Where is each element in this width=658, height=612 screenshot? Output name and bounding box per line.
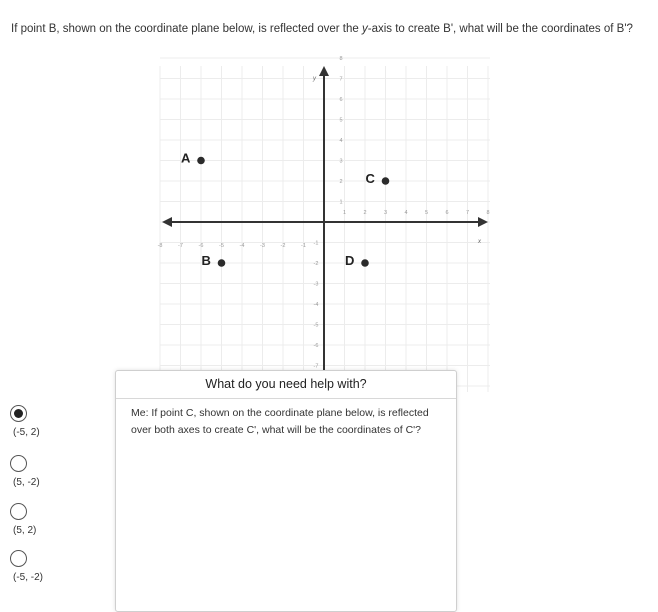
y-tick-label: -7 [313, 363, 319, 370]
answer-option[interactable] [10, 455, 80, 495]
x-tick-label: 2 [363, 210, 367, 216]
y-tick-label: 6 [339, 97, 343, 103]
radio-button[interactable] [10, 405, 27, 422]
answer-option[interactable] [10, 550, 80, 590]
x-tick-label: -3 [260, 243, 265, 249]
y-tick-label: 5 [339, 117, 343, 124]
y-tick-label: 8 [339, 56, 343, 62]
answer-option-label: (-5, -2) [13, 572, 43, 583]
answer-option[interactable] [10, 503, 80, 543]
x-tick-label: 5 [424, 210, 429, 216]
x-tick-label: 6 [445, 210, 449, 216]
point-a [197, 157, 205, 165]
x-axis-left-arrow [162, 217, 172, 227]
x-axis-right-arrow [478, 217, 488, 227]
point-a-label: A [181, 150, 191, 166]
help-message: Me: If point C, shown on the coordinate plane below, is reflected over both axes to create C', what will be the coordinates of C'? [131, 407, 429, 436]
x-tick-label: -7 [178, 243, 183, 249]
x-tick-label: -1 [301, 243, 306, 249]
y-tick-label: -4 [313, 302, 319, 308]
question-part-2: -axis to create B', what will be the coordinates of B'? [367, 23, 633, 35]
x-tick-label: 3 [383, 210, 388, 216]
y-axis-up-arrow [319, 66, 329, 76]
point-c [382, 177, 390, 185]
y-tick-label: -5 [313, 322, 319, 329]
answer-option-label: (-5, 2) [13, 427, 40, 438]
x-tick-label: -5 [219, 243, 224, 249]
point-c-label: C [365, 171, 375, 186]
x-tick-label: 7 [465, 210, 470, 216]
help-title: What do you need help with? [116, 371, 456, 399]
radio-button[interactable] [10, 455, 27, 472]
y-tick-label: -6 [313, 343, 319, 349]
y-tick-label: -1 [313, 240, 319, 247]
answer-option-label: (5, 2) [13, 525, 37, 536]
y-tick-label: -3 [313, 281, 319, 288]
y-tick-label: 7 [339, 76, 343, 83]
question-part-1: If point B, shown on the coordinate plane below, is reflected over the [11, 23, 362, 35]
point-d [361, 259, 369, 267]
help-panel [115, 370, 457, 612]
question-text [11, 20, 647, 39]
x-tick-label: -8 [157, 243, 163, 249]
answer-option[interactable] [10, 405, 80, 445]
x-axis-label: x [478, 239, 481, 245]
x-tick-label: -4 [239, 243, 245, 249]
point-b [218, 259, 226, 267]
point-d-label: D [345, 253, 355, 268]
y-tick-label: 1 [339, 199, 343, 206]
x-tick-label: 8 [486, 210, 490, 216]
x-tick-label: 4 [404, 210, 408, 216]
point-b-label: B [201, 253, 211, 268]
y-tick-label: 3 [339, 158, 343, 165]
y-tick-label: 4 [339, 138, 343, 144]
y-tick-label: -2 [313, 261, 319, 267]
y-axis-label: y [313, 76, 316, 82]
question-axis-word: y [361, 23, 368, 35]
answer-option-label: (5, -2) [13, 477, 40, 488]
x-tick-label: 1 [342, 210, 347, 216]
x-tick-label: -2 [280, 243, 286, 249]
radio-button[interactable] [10, 503, 27, 520]
x-tick-label: -6 [198, 243, 204, 249]
radio-button[interactable] [10, 550, 27, 567]
y-tick-label: 2 [339, 179, 343, 185]
coordinate-plane [157, 56, 492, 394]
